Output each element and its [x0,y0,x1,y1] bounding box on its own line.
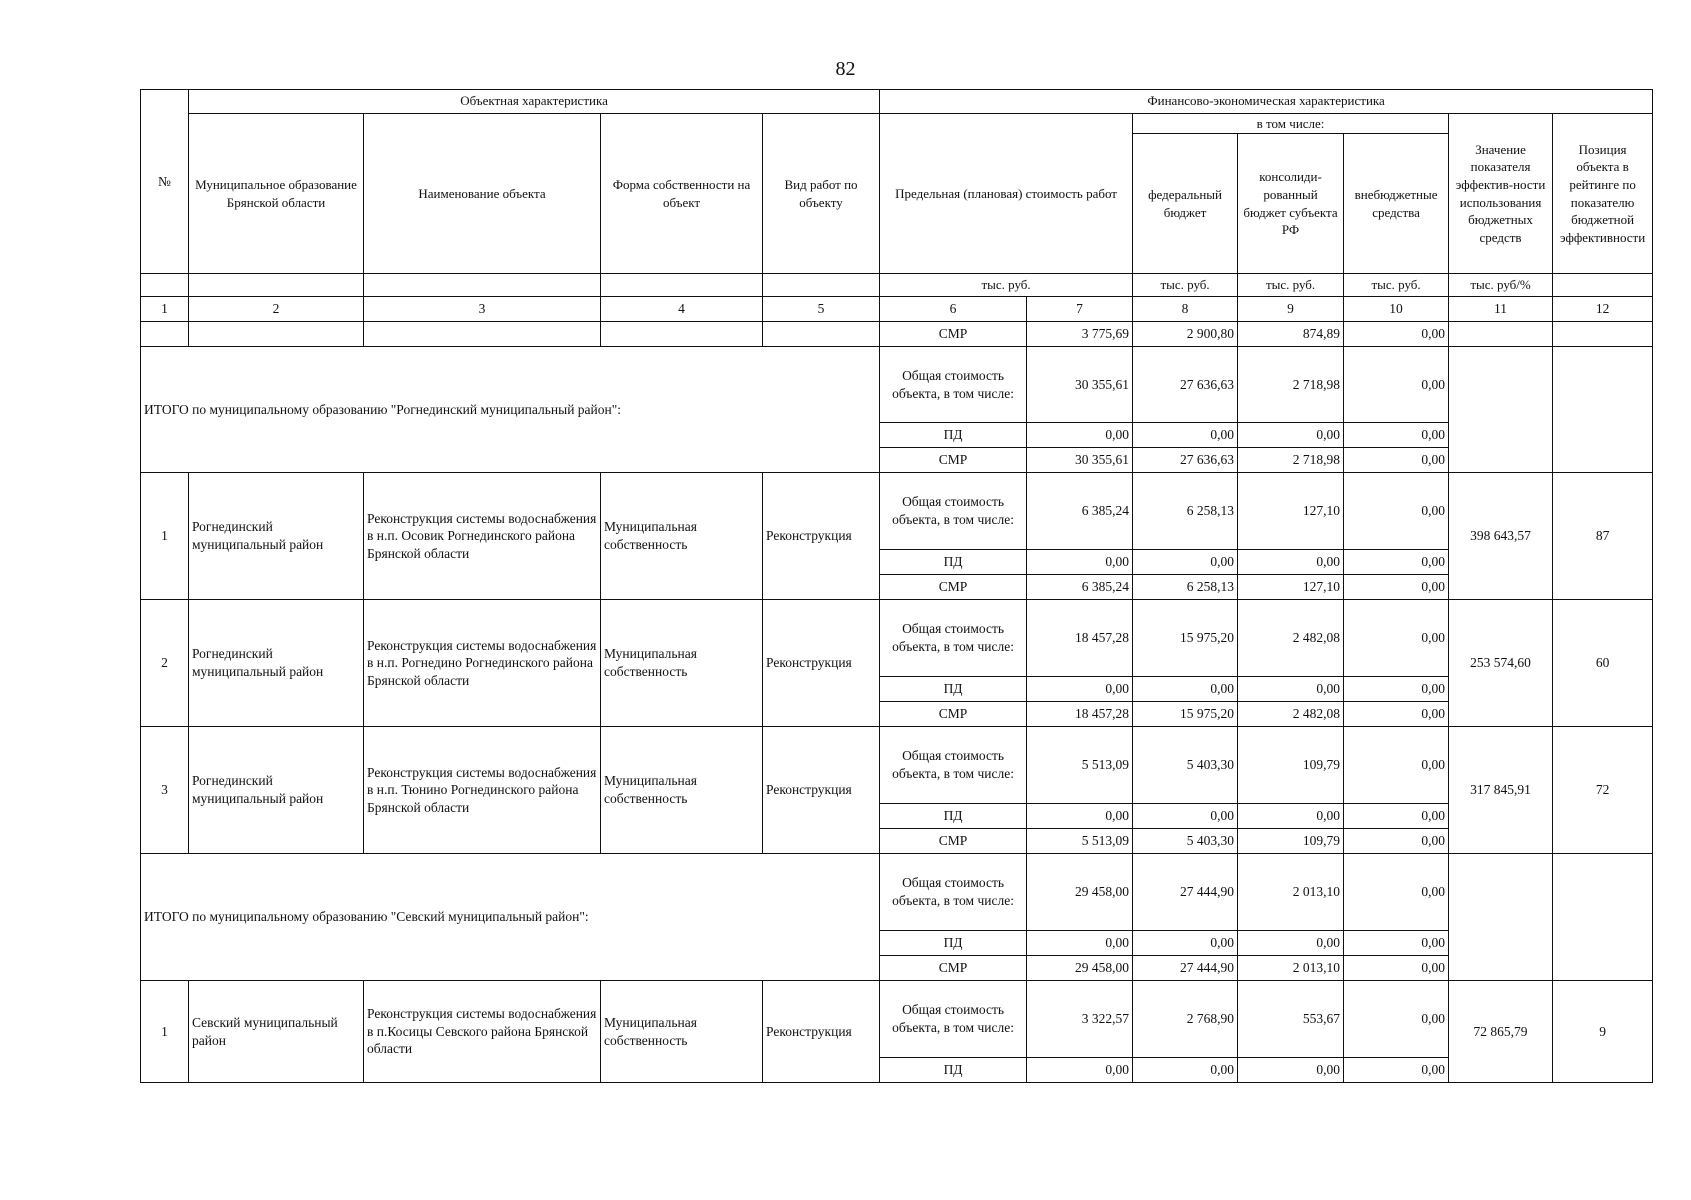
object-work: Реконструкция [763,473,880,600]
pd-label: ПД [880,550,1027,575]
total-federal: 6 258,13 [1133,473,1238,550]
total-federal: 5 403,30 [1133,727,1238,804]
total-federal: 15 975,20 [1133,600,1238,677]
pd-federal: 0,00 [1133,931,1238,956]
total-cost: 18 457,28 [1027,600,1133,677]
unit-efficiency: тыс. руб/% [1449,274,1553,297]
header-object-name: Наименование объекта [364,114,601,274]
carry-cost: 3 775,69 [1027,322,1133,347]
smr-consolidated: 2 013,10 [1238,956,1344,981]
total-cost-label: Общая стоимость объекта, в том числе: [880,981,1027,1058]
header-max-cost: Предельная (плановая) стоимость работ [880,114,1133,274]
smr-extra: 0,00 [1344,702,1449,727]
total-consolidated: 553,67 [1238,981,1344,1058]
pd-federal: 0,00 [1133,804,1238,829]
total-cost-label: Общая стоимость объекта, в том числе: [880,473,1027,550]
header-row-2 [141,114,1653,134]
total-consolidated: 2 718,98 [1238,347,1344,423]
pd-cost: 0,00 [1027,804,1133,829]
object-efficiency: 253 574,60 [1449,600,1553,727]
object-name: Реконструкция системы водоснабжения в п.Косицы Севского района Брянской области [364,981,601,1083]
col-num-3: 3 [364,297,601,322]
object-efficiency: 72 865,79 [1449,981,1553,1083]
smr-consolidated: 2 482,08 [1238,702,1344,727]
total-row [141,854,1653,931]
object-work: Реконструкция [763,727,880,854]
pd-label: ПД [880,677,1027,702]
pd-label: ПД [880,804,1027,829]
object-name: Реконструкция системы водоснабжения в н.п. Рогнедино Рогнединского района Брянской области [364,600,601,727]
pd-cost: 0,00 [1027,550,1133,575]
col-num-6: 6 [880,297,1027,322]
total-consolidated: 127,10 [1238,473,1344,550]
smr-extra: 0,00 [1344,575,1449,600]
unit-federal: тыс. руб. [1133,274,1238,297]
carry-row [141,322,1653,347]
page-number: 82 [835,58,856,80]
total-extra: 0,00 [1344,981,1449,1058]
smr-label: СМР [880,448,1027,473]
header-position: Позиция объекта в рейтинге по показателю бюджетной эффективности [1553,114,1653,274]
pd-extra: 0,00 [1344,1058,1449,1083]
total-federal: 27 636,63 [1133,347,1238,423]
pd-label: ПД [880,931,1027,956]
total-federal: 2 768,90 [1133,981,1238,1058]
object-municipality: Рогнединский муниципальный район [189,727,364,854]
object-position: 87 [1553,473,1653,600]
total-consolidated: 2 482,08 [1238,600,1344,677]
smr-extra: 0,00 [1344,448,1449,473]
total-row [141,347,1653,423]
object-efficiency: 398 643,57 [1449,473,1553,600]
pd-extra: 0,00 [1344,423,1449,448]
total-extra: 0,00 [1344,854,1449,931]
object-row [141,727,1653,804]
smr-consolidated: 127,10 [1238,575,1344,600]
object-name: Реконструкция системы водоснабжения в н.п. Осовик Рогнединского района Брянской области [364,473,601,600]
pd-cost: 0,00 [1027,931,1133,956]
object-num: 1 [141,473,189,600]
carry-extra: 0,00 [1344,322,1449,347]
total-cost: 30 355,61 [1027,347,1133,423]
object-work: Реконструкция [763,981,880,1083]
smr-label: СМР [880,829,1027,854]
smr-cost: 29 458,00 [1027,956,1133,981]
pd-federal: 0,00 [1133,1058,1238,1083]
total-extra: 0,00 [1344,347,1449,423]
unit-extra: тыс. руб. [1344,274,1449,297]
object-work: Реконструкция [763,600,880,727]
smr-label: СМР [880,702,1027,727]
smr-cost: 6 385,24 [1027,575,1133,600]
smr-extra: 0,00 [1344,829,1449,854]
pd-cost: 0,00 [1027,1058,1133,1083]
total-cost-label: Общая стоимость объекта, в том числе: [880,854,1027,931]
object-row [141,981,1653,1058]
total-cost: 29 458,00 [1027,854,1133,931]
smr-federal: 27 636,63 [1133,448,1238,473]
col-num-12: 12 [1553,297,1653,322]
object-ownership: Муниципальная собственность [601,473,763,600]
header-extra: внебюджетные средства [1344,134,1449,274]
col-num-5: 5 [763,297,880,322]
smr-federal: 6 258,13 [1133,575,1238,600]
total-federal: 27 444,90 [1133,854,1238,931]
smr-federal: 27 444,90 [1133,956,1238,981]
header-including: в том числе: [1133,114,1449,134]
pd-label: ПД [880,423,1027,448]
pd-consolidated: 0,00 [1238,1058,1344,1083]
header-units-row [141,274,1653,297]
object-position: 60 [1553,600,1653,727]
object-position: 72 [1553,727,1653,854]
object-ownership: Муниципальная собственность [601,727,763,854]
smr-federal: 5 403,30 [1133,829,1238,854]
object-name: Реконструкция системы водоснабжения в н.п. Тюнино Рогнединского района Брянской области [364,727,601,854]
col-num-10: 10 [1344,297,1449,322]
total-consolidated: 109,79 [1238,727,1344,804]
header-municipality: Муниципальное образование Брянской области [189,114,364,274]
total-extra: 0,00 [1344,727,1449,804]
smr-cost: 18 457,28 [1027,702,1133,727]
object-row [141,600,1653,677]
total-extra: 0,00 [1344,473,1449,550]
pd-label: ПД [880,1058,1027,1083]
pd-extra: 0,00 [1344,804,1449,829]
smr-label: СМР [880,575,1027,600]
total-cost-label: Общая стоимость объекта, в том числе: [880,727,1027,804]
unit-cost: тыс. руб. [880,274,1133,297]
smr-federal: 15 975,20 [1133,702,1238,727]
total-cost-label: Общая стоимость объекта, в том числе: [880,600,1027,677]
total-label: ИТОГО по муниципальному образованию "Севский муниципальный район": [141,854,880,981]
total-cost: 6 385,24 [1027,473,1133,550]
pd-cost: 0,00 [1027,423,1133,448]
header-consolidated: консолиди-рованный бюджет субъекта РФ [1238,134,1344,274]
smr-extra: 0,00 [1344,956,1449,981]
col-num-11: 11 [1449,297,1553,322]
total-extra: 0,00 [1344,600,1449,677]
carry-federal: 2 900,80 [1133,322,1238,347]
pd-consolidated: 0,00 [1238,804,1344,829]
smr-cost: 30 355,61 [1027,448,1133,473]
object-num: 1 [141,981,189,1083]
object-municipality: Рогнединский муниципальный район [189,473,364,600]
col-num-8: 8 [1133,297,1238,322]
col-num-7: 7 [1027,297,1133,322]
object-num: 3 [141,727,189,854]
col-num-2: 2 [189,297,364,322]
object-position: 9 [1553,981,1653,1083]
header-ownership: Форма собственности на объект [601,114,763,274]
carry-label: СМР [880,322,1027,347]
pd-extra: 0,00 [1344,677,1449,702]
header-federal: федеральный бюджет [1133,134,1238,274]
pd-federal: 0,00 [1133,677,1238,702]
pd-extra: 0,00 [1344,931,1449,956]
object-municipality: Рогнединский муниципальный район [189,600,364,727]
col-num-1: 1 [141,297,189,322]
header-object-char: Объектная характеристика [189,90,880,114]
pd-federal: 0,00 [1133,423,1238,448]
header-num: № [141,90,189,274]
object-ownership: Муниципальная собственность [601,600,763,727]
col-num-4: 4 [601,297,763,322]
object-row [141,473,1653,550]
object-efficiency: 317 845,91 [1449,727,1553,854]
report-table [140,89,1653,1083]
pd-extra: 0,00 [1344,550,1449,575]
col-num-9: 9 [1238,297,1344,322]
total-cost: 5 513,09 [1027,727,1133,804]
unit-consolidated: тыс. руб. [1238,274,1344,297]
total-label: ИТОГО по муниципальному образованию "Рогнединский муниципальный район": [141,347,880,473]
column-numbers-row [141,297,1653,322]
pd-consolidated: 0,00 [1238,931,1344,956]
pd-consolidated: 0,00 [1238,550,1344,575]
smr-label: СМР [880,956,1027,981]
total-cost-label: Общая стоимость объекта, в том числе: [880,347,1027,423]
header-fin-char: Финансово-экономическая характеристика [880,90,1653,114]
pd-federal: 0,00 [1133,550,1238,575]
header-efficiency: Значение показателя эффектив-ности использования бюджетных средств [1449,114,1553,274]
smr-cost: 5 513,09 [1027,829,1133,854]
object-num: 2 [141,600,189,727]
pd-consolidated: 0,00 [1238,677,1344,702]
object-ownership: Муниципальная собственность [601,981,763,1083]
pd-cost: 0,00 [1027,677,1133,702]
total-cost: 3 322,57 [1027,981,1133,1058]
total-consolidated: 2 013,10 [1238,854,1344,931]
header-row-1 [141,90,1653,114]
header-work-type: Вид работ по объекту [763,114,880,274]
smr-consolidated: 109,79 [1238,829,1344,854]
carry-consolidated: 874,89 [1238,322,1344,347]
pd-consolidated: 0,00 [1238,423,1344,448]
smr-consolidated: 2 718,98 [1238,448,1344,473]
object-municipality: Севский муниципальный район [189,981,364,1083]
